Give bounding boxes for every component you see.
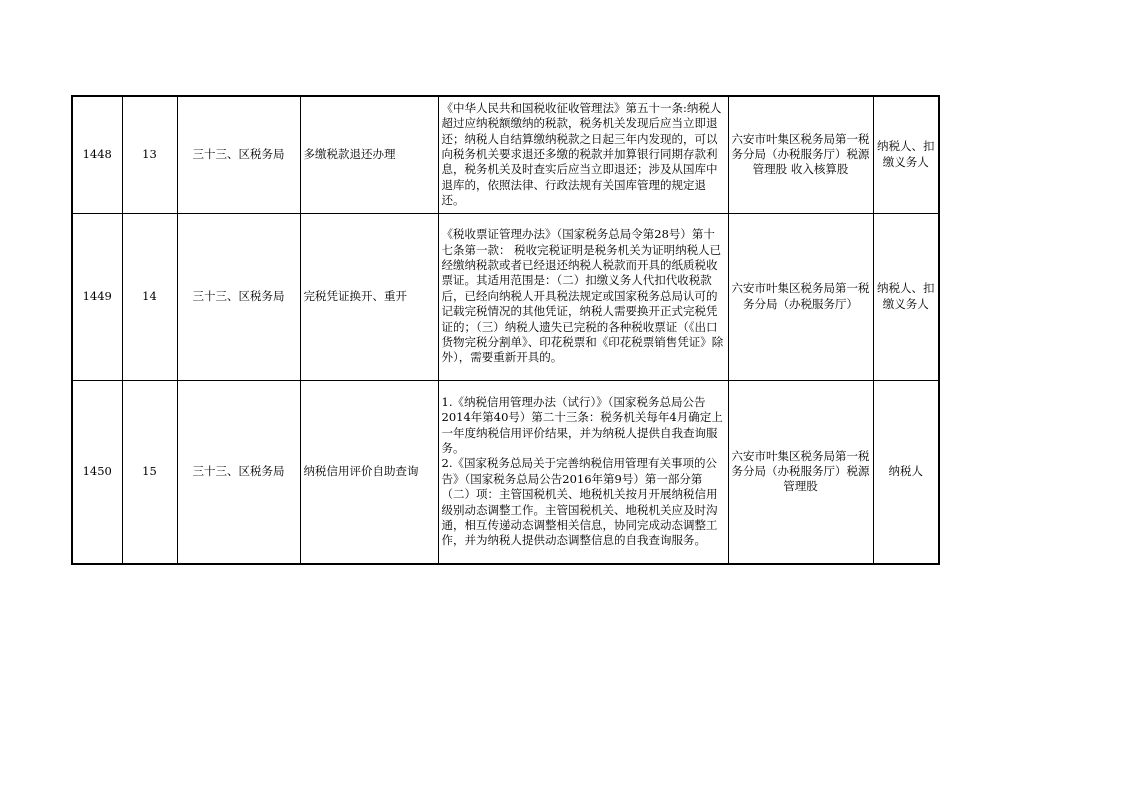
service-object-cell: 纳税人、扣缴义务人 <box>873 96 939 213</box>
table-row <box>72 213 939 380</box>
table-row <box>72 380 939 564</box>
matter-name-cell: 多缴税款退还办理 <box>300 96 438 213</box>
service-object-cell: 纳税人 <box>873 380 939 564</box>
sequence-cell: 15 <box>122 380 177 564</box>
matters-table <box>71 95 940 565</box>
legal-basis-cell <box>438 380 728 564</box>
handling-unit-cell: 六安市叶集区税务局第一税务分局（办税服务厅）税源管理股 <box>728 380 873 564</box>
row-number-cell: 1449 <box>72 213 122 380</box>
department-cell: 三十三、区税务局 <box>177 380 300 564</box>
department-cell: 三十三、区税务局 <box>177 96 300 213</box>
matter-name-cell: 纳税信用评价自助查询 <box>300 380 438 564</box>
legal-basis-cell: 《税收票证管理办法》（国家税务总局令第28号）第十七条第一款： 税收完税证明是税务机关为证明纳税人已经缴纳税款或者已经退还纳税人税款而开具的纸质税收票证。其适用范围是：（二）扣缴义务人代扣代收税款后，已经向纳税人开具税法规定或国家税务总局认可的记载完税情况的其他凭证，纳税人需要换开正式完税凭证的；（三）纳税人遗失已完税的各种税收票证（《出口货物完税分割单》、印花税票和《印花税票销售凭证》除外），需要重新开具的。 <box>438 213 728 380</box>
handling-unit-cell: 六安市叶集区税务局第一税务分局（办税服务厅）税源管理股 收入核算股 <box>728 96 873 213</box>
legal-basis-cell: 《中华人民共和国税收征收管理法》第五十一条:纳税人超过应纳税额缴纳的税款，税务机关发现后应当立即退还；纳税人自结算缴纳税款之日起三年内发现的，可以向税务机关要求退还多缴的税款并加算银行同期存款利息，税务机关及时查实后应当立即退还；涉及从国库中退库的，依照法律、行政法规有关国库管理的规定退还。 <box>438 96 728 213</box>
legal-basis-paragraph: 1.《纳税信用管理办法（试行）》（国家税务总局公告 2014年第40号）第二十三条：税务机关每年4月确定上一年度纳税信用评价结果，并为纳税人提供自我查询服务。 <box>441 394 723 455</box>
row-number-cell: 1450 <box>72 380 122 564</box>
legal-basis-paragraph: 2.《国家税务总局关于完善纳税信用管理有关事项的公告》（国家税务总局公告2016年第9号）第一部分第（二）项：主管国税机关、地税机关按月开展纳税信用级别动态调整工作。主管国税机关、地税机关应及时沟通，相互传递动态调整相关信息，协同完成动态调整工作，并为纳税人提供动态调整信息的自我查询服务。 <box>441 456 718 548</box>
service-object-cell: 纳税人、扣缴义务人 <box>873 213 939 380</box>
sequence-cell: 13 <box>122 96 177 213</box>
handling-unit-cell: 六安市叶集区税务局第一税务分局（办税服务厅） <box>728 213 873 380</box>
sequence-cell: 14 <box>122 213 177 380</box>
table-row <box>72 96 939 213</box>
department-cell: 三十三、区税务局 <box>177 213 300 380</box>
matter-name-cell: 完税凭证换开、重开 <box>300 213 438 380</box>
row-number-cell: 1448 <box>72 96 122 213</box>
